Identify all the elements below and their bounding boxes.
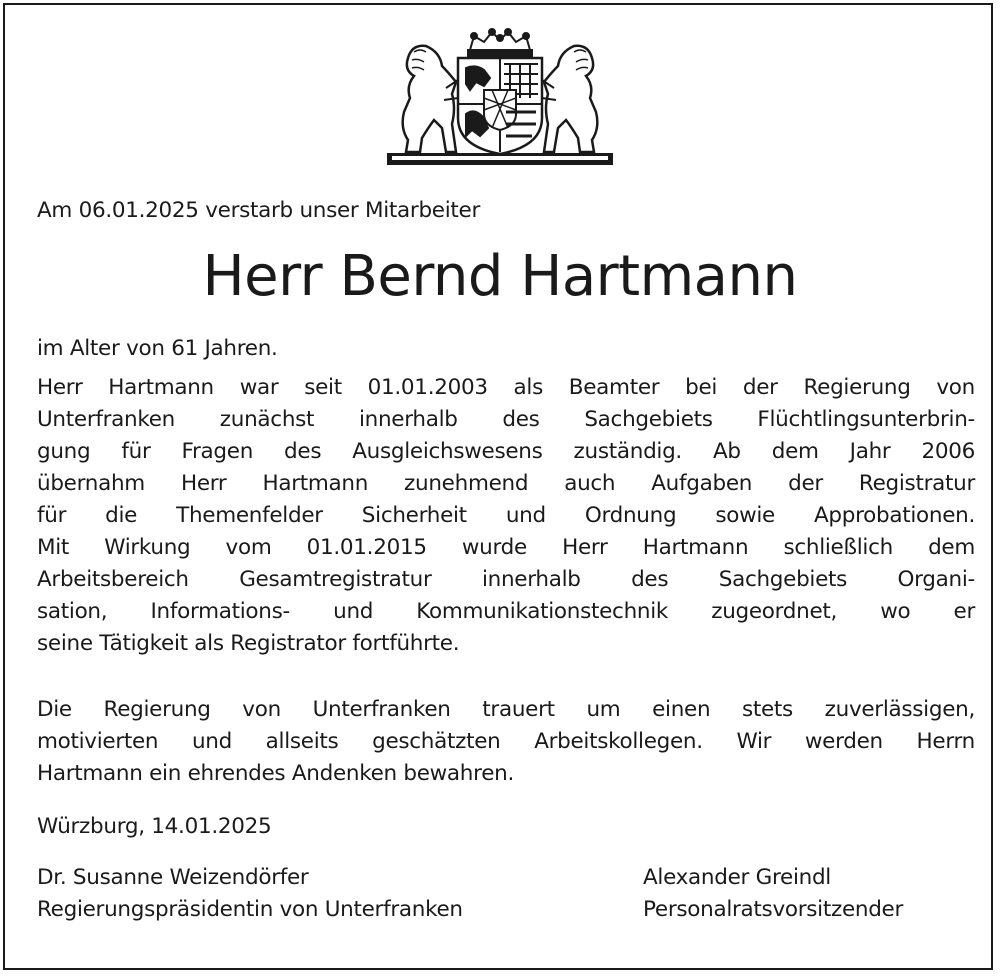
paragraph-line: übernahm Herr Hartmann zunehmend auch Aufgaben der Registratur [37, 471, 975, 496]
mourning-paragraph [37, 694, 975, 790]
signatory-name: Dr. Susanne Weizendörfer [37, 865, 309, 890]
paragraph-line: Arbeitsbereich Gesamtregistratur innerhalb des Sachgebiets Organi- [37, 567, 975, 592]
signatory-title: Regierungspräsidentin von Unterfranken [37, 897, 463, 922]
place-date: Würzburg, 14.01.2025 [37, 814, 272, 839]
paragraph-line: Herr Hartmann war seit 01.01.2003 als Beamter bei der Regierung von [37, 375, 975, 400]
paragraph-line: für die Themenfelder Sicherheit und Ordnung sowie Approbationen. [37, 503, 975, 528]
paragraph-line: gung für Fragen des Ausgleichswesens zuständig. Ab dem Jahr 2006 [37, 439, 975, 464]
paragraph-line: Unterfranken zunächst innerhalb des Sachgebiets Flüchtlingsunterbrin- [37, 407, 975, 432]
signatory-right [643, 862, 903, 926]
paragraph-line: seine Tätigkeit als Registrator fortführte. [37, 631, 460, 656]
intro-text: Am 06.01.2025 verstarb unser Mitarbeiter [37, 198, 481, 223]
signatory-left [37, 862, 463, 926]
paragraph-line: motivierten und allseits geschätzten Arbeitskollegen. Wir werden Herrn [37, 729, 975, 754]
career-paragraph [37, 372, 975, 660]
paragraph-line: Die Regierung von Unterfranken trauert um einen stets zuverlässigen, [37, 697, 975, 722]
paragraph-line: Hartmann ein ehrendes Andenken bewahren. [37, 761, 514, 786]
coat-of-arms-icon [386, 28, 614, 168]
paragraph-line: Mit Wirkung vom 01.01.2015 wurde Herr Hartmann schließlich dem [37, 535, 975, 560]
deceased-name: Herr Bernd Hartmann [202, 244, 798, 309]
paragraph-line: sation, Informations- und Kommunikationstechnik zugeordnet, wo er [37, 599, 975, 624]
signatory-name: Alexander Greindl [643, 865, 831, 890]
signatory-title: Personalratsvorsitzender [643, 897, 904, 922]
age-text: im Alter von 61 Jahren. [37, 336, 278, 361]
